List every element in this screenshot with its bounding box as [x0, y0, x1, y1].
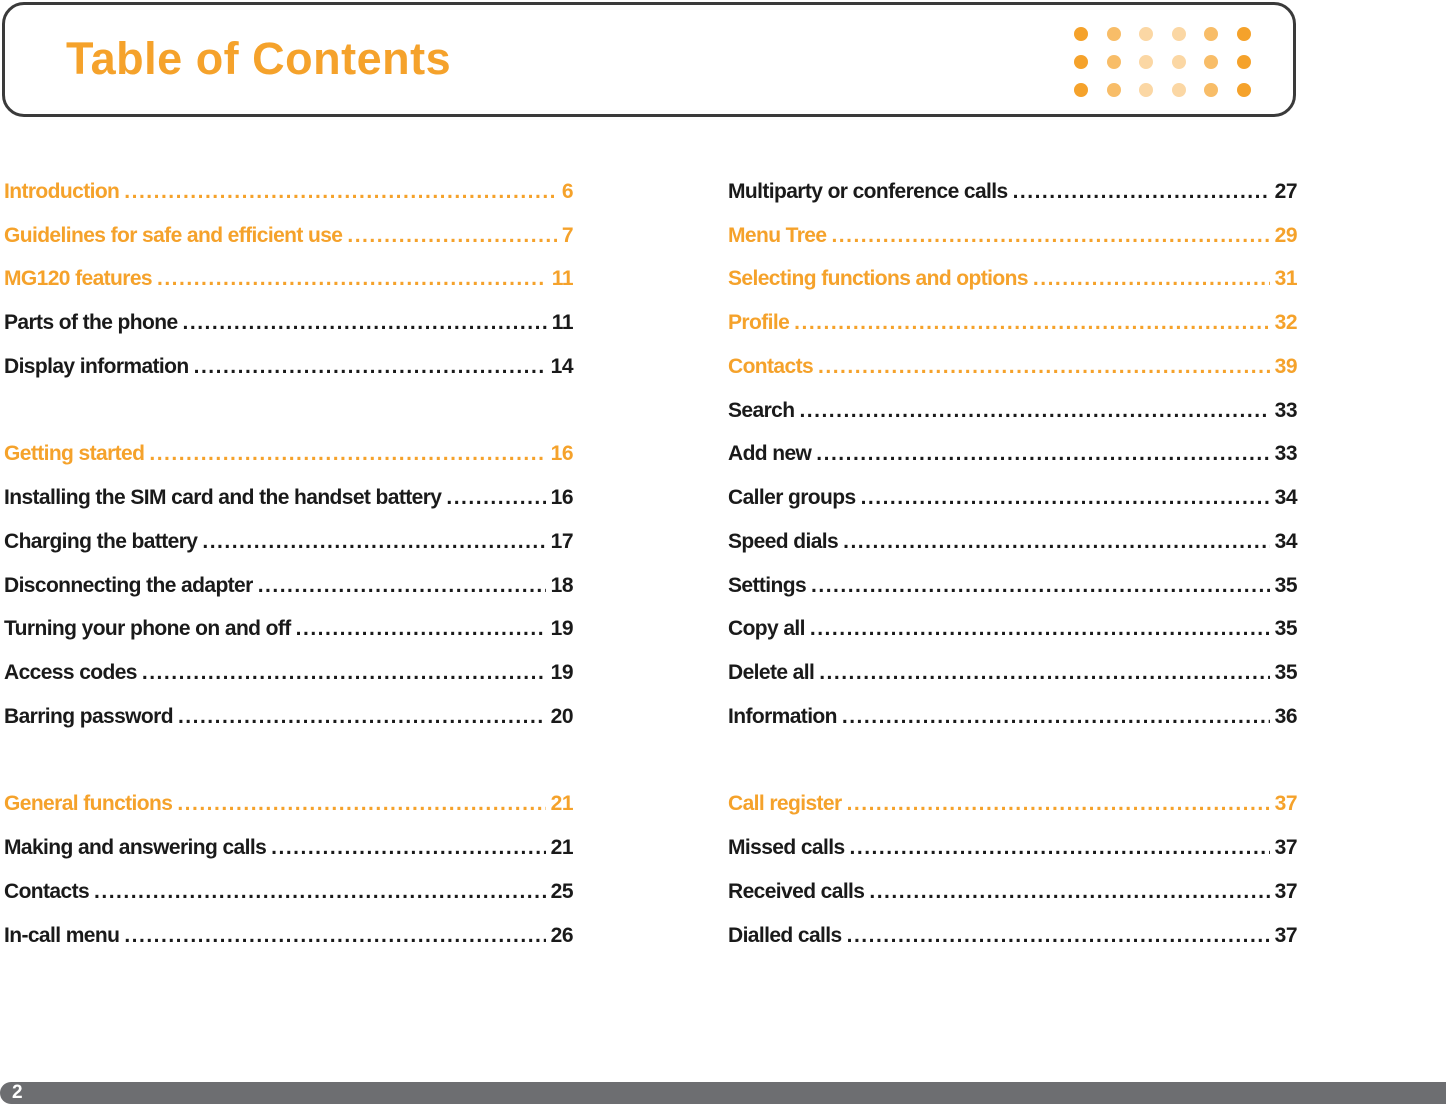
toc-entry-label: Charging the battery — [4, 529, 198, 553]
toc-page-number: 26 — [550, 923, 573, 947]
page-title: Table of Contents — [66, 33, 452, 84]
toc-entry[interactable] — [4, 914, 573, 958]
decorative-dot — [1107, 27, 1121, 41]
toc-page-number: 19 — [550, 661, 573, 685]
toc-dot-leader — [149, 442, 545, 466]
toc-dot-leader — [202, 530, 545, 554]
toc-entry-label: Multiparty or conference calls — [728, 179, 1008, 203]
toc-dot-leader — [1013, 180, 1270, 204]
toc-page-number: 33 — [1274, 398, 1297, 422]
toc-entry[interactable] — [728, 476, 1297, 520]
toc-entry-label: Installing the SIM card and the handset battery — [4, 486, 442, 510]
footer-bar — [0, 1082, 1446, 1104]
decorative-dot — [1172, 83, 1186, 97]
toc-entry-label: Turning your phone on and off — [4, 617, 291, 641]
toc-dot-leader — [142, 661, 546, 685]
toc-entry[interactable] — [728, 520, 1297, 564]
toc-dot-leader — [816, 442, 1269, 466]
toc-entry-label: Introduction — [4, 179, 120, 203]
toc-entry-label: Search — [728, 398, 795, 422]
toc-page-number: 7 — [561, 223, 573, 247]
toc-entry-label: Making and answering calls — [4, 836, 267, 860]
toc-page-number: 37 — [1274, 792, 1297, 816]
decorative-dot — [1237, 27, 1251, 41]
toc-page-number: 16 — [550, 486, 573, 510]
toc-page-number: 16 — [550, 442, 573, 466]
toc-page-number: 39 — [1274, 354, 1297, 378]
toc-dot-leader — [799, 399, 1269, 423]
toc-entry[interactable] — [728, 389, 1297, 433]
toc-page-number: 11 — [551, 267, 573, 291]
toc-dot-leader — [861, 486, 1270, 510]
toc-page-number: 21 — [550, 836, 573, 860]
toc-entry[interactable] — [4, 826, 573, 870]
toc-page-number: 25 — [550, 879, 573, 903]
toc-entry-label: Getting started — [4, 442, 145, 466]
toc-dot-leader — [819, 661, 1269, 685]
toc-entry-label: Caller groups — [728, 486, 856, 510]
page-number: 2 — [12, 1082, 23, 1103]
toc-dot-leader — [178, 705, 546, 729]
toc-section-entry[interactable] — [4, 214, 573, 258]
toc-entry-label: Profile — [728, 311, 790, 335]
toc-dot-leader — [831, 224, 1269, 248]
toc-page-number: 17 — [550, 529, 573, 553]
toc-dot-leader — [124, 180, 557, 204]
toc-entry[interactable] — [728, 564, 1297, 608]
toc-entry[interactable] — [728, 695, 1297, 739]
toc-dot-leader — [183, 311, 547, 335]
toc-section-entry[interactable] — [4, 170, 573, 214]
toc-entry[interactable] — [728, 914, 1297, 958]
toc-entry-label: Menu Tree — [728, 223, 827, 247]
toc-dot-leader — [810, 617, 1270, 641]
toc-section-entry[interactable] — [4, 258, 573, 302]
toc-entry-label: Add new — [728, 442, 812, 466]
toc-section-entry[interactable] — [728, 258, 1297, 302]
toc-dot-leader — [843, 530, 1270, 554]
toc-entry[interactable] — [728, 433, 1297, 477]
toc-section-entry[interactable] — [4, 783, 573, 827]
toc-page-number: 18 — [550, 573, 573, 597]
toc-entry-label: Parts of the phone — [4, 311, 178, 335]
toc-entry-label: Missed calls — [728, 836, 845, 860]
toc-page-number: 34 — [1274, 529, 1297, 553]
toc-dot-leader — [847, 924, 1270, 948]
toc-dot-leader — [177, 792, 545, 816]
toc-section-entry[interactable] — [728, 783, 1297, 827]
toc-page-number: 37 — [1274, 879, 1297, 903]
toc-page-number: 34 — [1274, 486, 1297, 510]
decorative-dot — [1107, 83, 1121, 97]
toc-dot-leader — [271, 836, 545, 860]
toc-dot-leader — [94, 880, 546, 904]
toc-entry[interactable] — [728, 826, 1297, 870]
toc-entry[interactable] — [728, 608, 1297, 652]
toc-dot-leader — [842, 705, 1270, 729]
toc-page-number: 35 — [1274, 573, 1297, 597]
toc-entry-label: Copy all — [728, 617, 805, 641]
toc-dot-leader — [1033, 267, 1270, 291]
toc-entry-label: Barring password — [4, 704, 173, 728]
toc-dot-leader — [194, 355, 546, 379]
decorative-dot — [1172, 27, 1186, 41]
decorative-dot — [1074, 55, 1088, 69]
toc-page-number: 29 — [1274, 223, 1297, 247]
toc-right-column — [728, 170, 1297, 958]
toc-page-number: 36 — [1274, 704, 1297, 728]
toc-entry[interactable] — [4, 695, 573, 739]
toc-page-number: 32 — [1274, 311, 1297, 335]
toc-entry-label: MG120 features — [4, 267, 153, 291]
toc-page-number: 31 — [1274, 267, 1297, 291]
toc-page-number: 37 — [1274, 923, 1297, 947]
toc-entry[interactable] — [4, 870, 573, 914]
toc-entry-label: Received calls — [728, 879, 865, 903]
toc-entry[interactable] — [4, 608, 573, 652]
toc-entry[interactable] — [4, 520, 573, 564]
toc-dot-leader — [446, 486, 545, 510]
toc-page-number: 6 — [561, 179, 573, 203]
toc-dot-leader — [818, 355, 1270, 379]
toc-section-entry[interactable] — [728, 345, 1297, 389]
toc-page-number: 14 — [550, 354, 573, 378]
toc-entry[interactable] — [728, 170, 1297, 214]
toc-entry[interactable] — [4, 651, 573, 695]
toc-spacer — [4, 389, 573, 433]
toc-dot-leader — [794, 311, 1269, 335]
toc-page-number: 11 — [551, 311, 573, 335]
decorative-dot — [1237, 55, 1251, 69]
toc-dot-leader — [850, 836, 1270, 860]
toc-spacer — [728, 739, 1297, 783]
toc-dot-leader — [124, 924, 545, 948]
toc-entry-label: Guidelines for safe and efficient use — [4, 223, 343, 247]
decorative-dot — [1107, 55, 1121, 69]
toc-entry[interactable] — [728, 870, 1297, 914]
toc-page-number: 27 — [1274, 179, 1297, 203]
decorative-dot — [1074, 27, 1088, 41]
toc-dot-leader — [811, 574, 1270, 598]
toc-entry-label: Selecting functions and options — [728, 267, 1028, 291]
toc-entry[interactable] — [4, 301, 573, 345]
toc-dot-leader — [296, 617, 546, 641]
toc-entry-label: Contacts — [4, 879, 90, 903]
toc-spacer — [4, 739, 573, 783]
toc-entry-label: In-call menu — [4, 923, 120, 947]
toc-entry-label: Information — [728, 704, 837, 728]
toc-dot-leader — [157, 267, 547, 291]
toc-entry-label: Delete all — [728, 661, 815, 685]
toc-page-number: 19 — [550, 617, 573, 641]
toc-page-number: 33 — [1274, 442, 1297, 466]
decorative-dot — [1074, 83, 1088, 97]
toc-entry-label: Access codes — [4, 661, 137, 685]
toc-page-number: 20 — [550, 704, 573, 728]
toc-entry-label: Speed dials — [728, 529, 839, 553]
toc-left-column — [4, 170, 573, 958]
toc-entry-label: Disconnecting the adapter — [4, 573, 253, 597]
toc-section-entry[interactable] — [728, 301, 1297, 345]
toc-entry-label: Display information — [4, 354, 189, 378]
toc-page-number: 35 — [1274, 617, 1297, 641]
toc-section-entry[interactable] — [728, 214, 1297, 258]
toc-dot-leader — [258, 574, 546, 598]
toc-page-number: 21 — [550, 792, 573, 816]
toc-dot-leader — [347, 224, 556, 248]
toc-entry-label: General functions — [4, 792, 173, 816]
toc-section-entry[interactable] — [4, 433, 573, 477]
toc-entry-label: Contacts — [728, 354, 814, 378]
toc-entry[interactable] — [4, 345, 573, 389]
toc-entry-label: Dialled calls — [728, 923, 842, 947]
decorative-dot — [1237, 83, 1251, 97]
toc-page-number: 35 — [1274, 661, 1297, 685]
toc-entry[interactable] — [4, 476, 573, 520]
decorative-dot — [1172, 55, 1186, 69]
toc-dot-leader — [847, 792, 1270, 816]
toc-page-number: 37 — [1274, 836, 1297, 860]
toc-entry-label: Call register — [728, 792, 842, 816]
toc-entry[interactable] — [4, 564, 573, 608]
toc-entry[interactable] — [728, 651, 1297, 695]
toc-dot-leader — [869, 880, 1269, 904]
toc-entry-label: Settings — [728, 573, 807, 597]
